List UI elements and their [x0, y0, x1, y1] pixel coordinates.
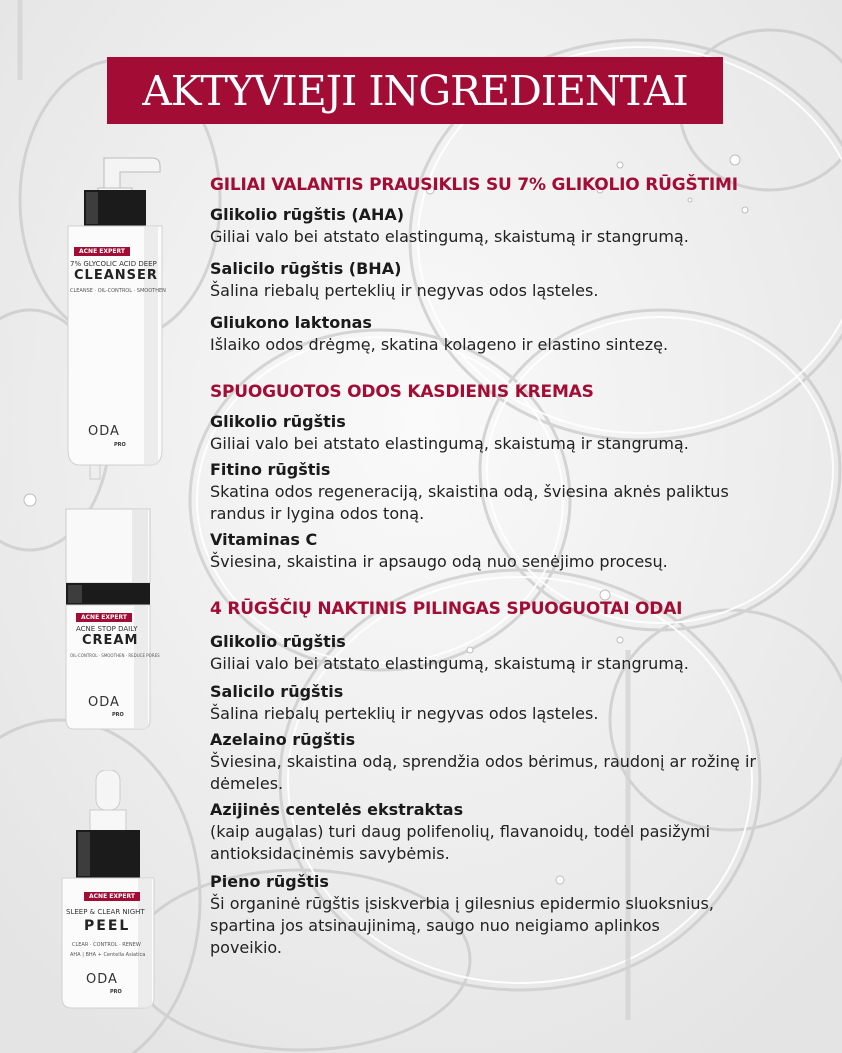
section-cleanser [210, 175, 820, 356]
ingredient-description: Šalina riebalų perteklių ir negyvas odos ląsteles. [210, 704, 599, 723]
ingredient-item [210, 871, 820, 959]
ingredient-item [210, 729, 820, 795]
peel-name: PEEL [84, 918, 131, 934]
section-cream [210, 382, 820, 573]
cleanser-pro: PRO [114, 442, 126, 448]
ingredient-name: Glikolio rūgštis [210, 632, 346, 651]
ingredient-description: Šviesina, skaistina odą, sprendžia odos bėrimus, raudonį ar rožinę ir dėmeles. [210, 752, 756, 793]
ingredient-name: Azelaino rūgštis [210, 730, 356, 749]
ingredient-description: Šviesina, skaistina ir apsaugo odą nuo senėjimo procesų. [210, 552, 668, 571]
peel-tag: ACNE EXPERT [84, 892, 140, 901]
page-title: AKTYVIEJI INGREDIENTAI [142, 66, 688, 115]
ingredient-name: Salicilo rūgštis (BHA) [210, 259, 402, 278]
ingredient-description: Giliai valo bei atstato elastingumą, skaistumą ir stangrumą. [210, 654, 689, 673]
cream-tag: ACNE EXPERT [76, 613, 132, 622]
section-title: GILIAI VALANTIS PRAUSIKLIS SU 7% GLIKOLIO RŪGŠTIMI [210, 175, 738, 195]
ingredient-item [210, 459, 820, 525]
ingredient-name: Pieno rūgštis [210, 872, 329, 891]
cream-brand: ODA [88, 695, 120, 710]
ingredient-name: Glikolio rūgštis (AHA) [210, 205, 405, 224]
ingredient-item [210, 411, 820, 455]
peel-benefits: CLEAR · CONTROL · RENEW [72, 942, 141, 948]
cream-subtitle: ACNE STOP DAILY [76, 625, 138, 633]
peel-subtitle: SLEEP & CLEAR NIGHT [66, 908, 145, 916]
cleanser-brand: ODA [88, 424, 120, 439]
section-peel [210, 599, 820, 959]
ingredient-item [210, 681, 820, 725]
ingredient-description: Skatina odos regeneraciją, skaistina odą, šviesina aknės paliktus randus ir lygina odos toną. [210, 482, 729, 523]
section-title: 4 RŪGŠČIŲ NAKTINIS PILINGAS SPUOGUOTAI ODAI [210, 599, 683, 619]
ingredient-name: Gliukono laktonas [210, 313, 372, 332]
cleanser-subtitle: 7% GLYCOLIC ACID DEEP [70, 260, 157, 268]
ingredient-item [210, 204, 820, 248]
ingredient-description: Ši organinė rūgštis įsiskverbia į gilesnius epidermio sluoksnius, spartina jos atsinaujinimą, saugo nuo neigiamo aplinkos poveikio. [210, 894, 714, 957]
cream-jar [62, 505, 160, 735]
ingredient-description: Giliai valo bei atstato elastingumą, skaistumą ir stangrumą. [210, 227, 689, 246]
ingredient-name: Salicilo rūgštis [210, 682, 344, 701]
cleanser-name: CLEANSER [74, 268, 158, 283]
ingredient-name: Glikolio rūgštis [210, 412, 346, 431]
ingredient-name: Azijinės centelės ekstraktas [210, 800, 464, 819]
ingredient-item [210, 258, 820, 302]
ingredient-item [210, 312, 820, 356]
title-banner [107, 57, 723, 124]
cream-pro: PRO [112, 712, 124, 718]
section-title: SPUOGUOTOS ODOS KASDIENIS KREMAS [210, 382, 594, 402]
ingredient-description: Išlaiko odos drėgmę, skatina kolageno ir elastino sintezę. [210, 335, 669, 354]
ingredient-name: Vitaminas C [210, 530, 318, 549]
cream-benefits: OIL-CONTROL · SMOOTHEN · REDUCE PORES [70, 653, 160, 658]
peel-bottle [60, 770, 156, 1010]
ingredient-item [210, 799, 820, 865]
ingredient-description: Šalina riebalų perteklių ir negyvas odos ląsteles. [210, 281, 599, 300]
peel-pro: PRO [110, 989, 122, 995]
peel-brand: ODA [86, 972, 118, 987]
cleanser-tag: ACNE EXPERT [74, 247, 130, 256]
peel-ingredients: AHA | BHA + Centella Asiatica [70, 952, 146, 958]
ingredients-content [210, 175, 820, 959]
ingredient-description: Giliai valo bei atstato elastingumą, skaistumą ir stangrumą. [210, 434, 689, 453]
ingredient-item [210, 529, 820, 573]
ingredient-name: Fitino rūgštis [210, 460, 331, 479]
cleanser-benefits: CLEANSE · OIL-CONTROL · SMOOTHEN [70, 288, 166, 294]
cream-name: CREAM [82, 633, 139, 648]
ingredient-description: (kaip augalas) turi daug polifenolių, flavanoidų, todėl pasižymi antioksidacinėmis savybėmis. [210, 822, 711, 863]
ingredient-item [210, 631, 820, 675]
cleanser-bottle [60, 150, 170, 480]
